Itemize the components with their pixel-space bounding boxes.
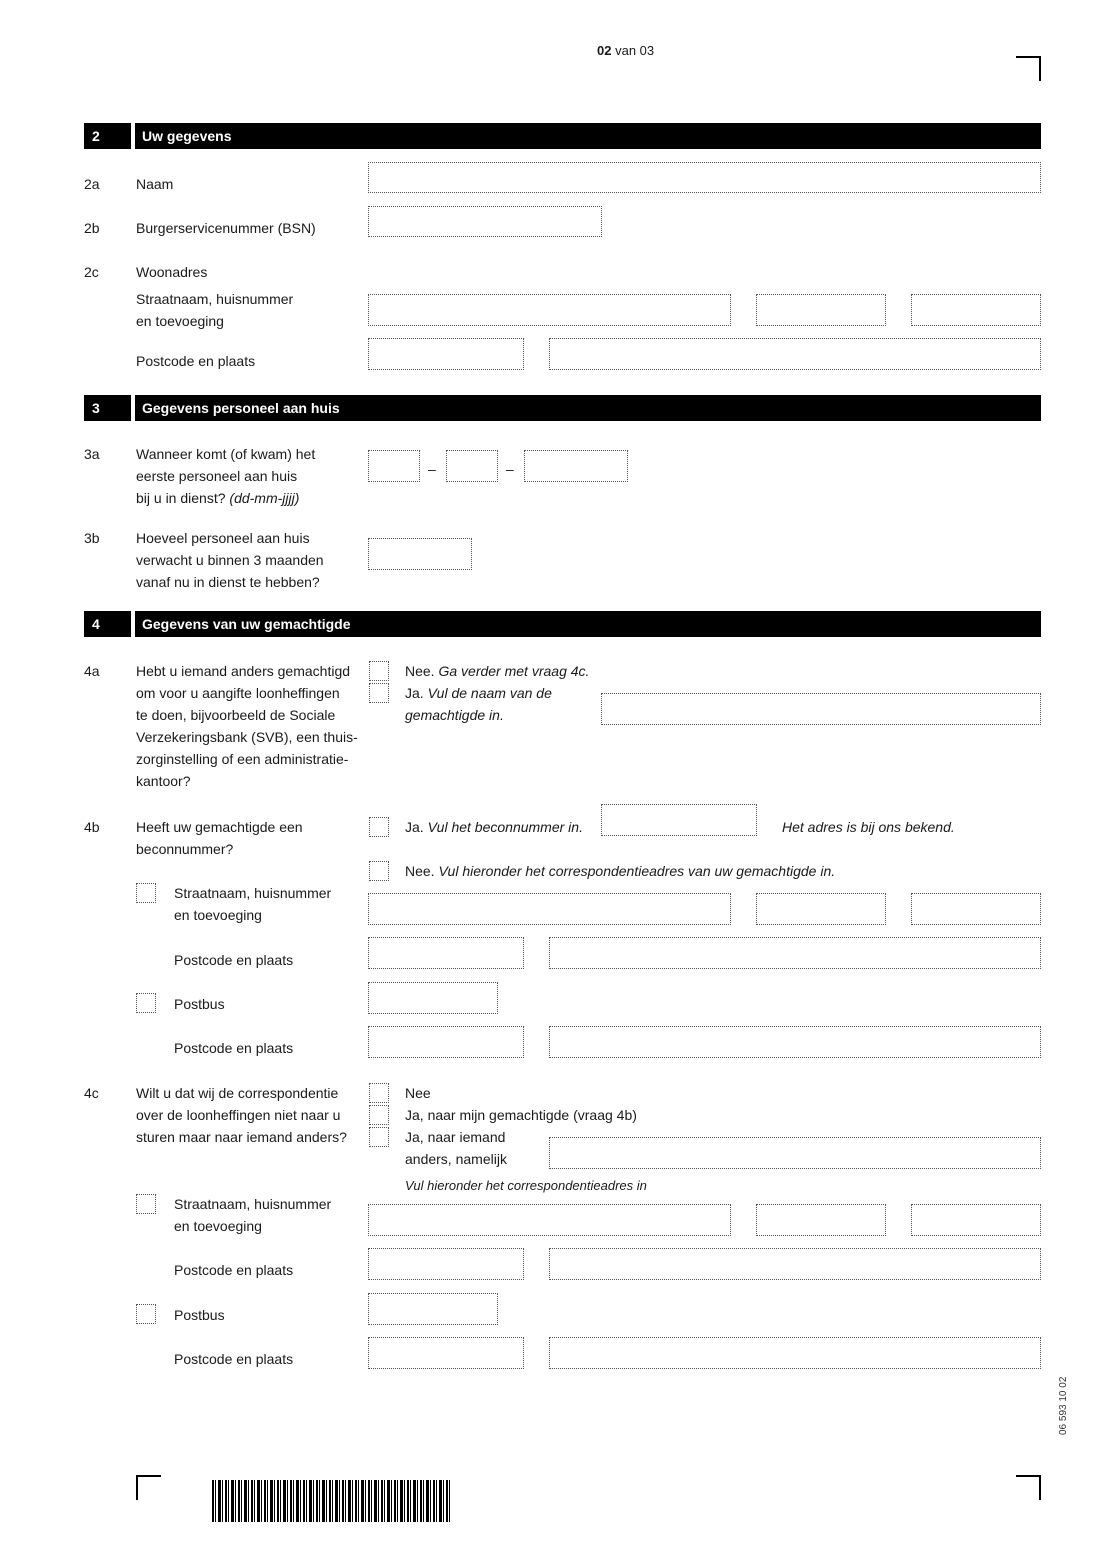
correspondence-no-checkbox[interactable]	[369, 1083, 389, 1103]
note-text: Het adres is bij ons bekend.	[782, 819, 955, 835]
corr-street-field[interactable]	[368, 1204, 731, 1236]
street-label: Straatnaam, huisnummer	[136, 291, 294, 307]
correspondence-other-label-line2: anders, namelijk	[405, 1151, 507, 1167]
correspondence-agent-label: Ja, naar mijn gemachtigde (vraag 4b)	[405, 1107, 637, 1123]
corr-postbus-postcode-field[interactable]	[368, 1337, 524, 1369]
authorized-no-option	[405, 660, 589, 682]
option-label: Nee.	[405, 863, 435, 879]
agent-postbus-postcode-field[interactable]	[368, 1026, 524, 1058]
authorized-name-field[interactable]	[601, 693, 1041, 725]
agent-postbus-checkbox[interactable]	[136, 993, 156, 1013]
authorized-no-checkbox[interactable]	[369, 661, 389, 681]
section-title: Gegevens van uw gemachtigde	[142, 616, 351, 632]
corr-postbus-checkbox[interactable]	[136, 1304, 156, 1324]
authorized-question-line3: te doen, bijvoorbeeld de Sociale	[136, 707, 336, 723]
section-3-header	[84, 395, 1041, 421]
agent-postbus-city-field[interactable]	[549, 1026, 1041, 1058]
name-field[interactable]	[368, 162, 1041, 193]
agent-postbus-postcode-label: Postcode en plaats	[174, 1040, 294, 1056]
correspondence-other-name-field[interactable]	[549, 1137, 1041, 1169]
becon-no-checkbox[interactable]	[369, 861, 389, 881]
section-2-header	[84, 123, 1041, 149]
section-number: 3	[92, 400, 100, 416]
start-date-label: Wanneer komt (of kwam) het	[136, 446, 316, 462]
option-hint: Vul de naam van de	[427, 685, 552, 701]
staff-count-label: Hoeveel personeel aan huis	[136, 530, 310, 546]
start-date-label-line3	[136, 487, 299, 509]
date-separator: –	[506, 461, 514, 477]
authorized-question: Hebt u iemand anders gemachtigd	[136, 663, 351, 679]
becon-number-field[interactable]	[601, 804, 757, 836]
option-label: Ja.	[405, 685, 424, 701]
question-number: 4a	[84, 663, 100, 679]
staff-count-field[interactable]	[368, 538, 472, 570]
barcode	[212, 1480, 450, 1522]
option-hint: Vul het beconnummer in.	[427, 819, 583, 835]
option-label: Nee.	[405, 663, 435, 679]
bsn-label: Burgerservicenummer (BSN)	[136, 220, 316, 236]
question-number: 2a	[84, 176, 100, 192]
agent-addition-field[interactable]	[911, 893, 1041, 925]
becon-no-option	[405, 860, 835, 882]
question-number: 2b	[84, 220, 100, 236]
crop-mark-bottom-left	[136, 1475, 161, 1500]
corr-city-field[interactable]	[549, 1248, 1041, 1280]
option-hint: Ga verder met vraag 4c.	[438, 663, 590, 679]
agent-street-label: Straatnaam, huisnummer	[174, 885, 332, 901]
hint-text: Vul hieronder het correspondentieadres in	[405, 1178, 647, 1193]
start-day-field[interactable]	[368, 450, 420, 482]
page-total: van 03	[615, 43, 655, 58]
authorized-question-line5: zorginstelling of een administratie-	[136, 751, 349, 767]
corr-street-checkbox[interactable]	[136, 1194, 156, 1214]
corr-postbus-city-field[interactable]	[549, 1337, 1041, 1369]
start-date-label-text: bij u in dienst?	[136, 490, 226, 506]
corr-postbus-postcode-label: Postcode en plaats	[174, 1351, 294, 1367]
becon-question: Heeft uw gemachtigde een	[136, 819, 303, 835]
agent-postcode-label: Postcode en plaats	[174, 952, 294, 968]
corr-postcode-label: Postcode en plaats	[174, 1262, 294, 1278]
correspondence-hint	[405, 1175, 647, 1197]
authorized-yes-checkbox[interactable]	[369, 683, 389, 703]
agent-house-number-field[interactable]	[756, 893, 886, 925]
start-date-label-line2: eerste personeel aan huis	[136, 468, 298, 484]
question-number: 3a	[84, 446, 100, 462]
option-label: Ja.	[405, 819, 424, 835]
staff-count-label-line2: verwacht u binnen 3 maanden	[136, 552, 324, 568]
becon-question-line2: beconnummer?	[136, 841, 234, 857]
becon-yes-checkbox[interactable]	[369, 817, 389, 837]
question-number: 2c	[84, 264, 99, 280]
agent-postbus-field[interactable]	[368, 982, 498, 1014]
form-code: 06 593 10 02	[1058, 1376, 1069, 1435]
corr-postbus-label: Postbus	[174, 1307, 225, 1323]
corr-house-number-field[interactable]	[756, 1204, 886, 1236]
corr-street-label: Straatnaam, huisnummer	[174, 1196, 332, 1212]
city-field[interactable]	[549, 338, 1041, 370]
section-4-header	[84, 611, 1041, 637]
corr-addition-field[interactable]	[911, 1204, 1041, 1236]
date-format-hint: (dd-mm-jjjj)	[229, 490, 300, 506]
postcode-field[interactable]	[368, 338, 524, 370]
agent-postbus-label: Postbus	[174, 996, 225, 1012]
question-number: 3b	[84, 530, 100, 546]
crop-mark-bottom-right	[1016, 1475, 1041, 1500]
authorized-question-line4: Verzekeringsbank (SVB), een thuis-	[136, 729, 358, 745]
section-title: Uw gegevens	[142, 128, 232, 144]
house-number-field[interactable]	[756, 294, 886, 326]
home-address-label: Woonadres	[136, 264, 208, 280]
correspondence-agent-checkbox[interactable]	[369, 1105, 389, 1125]
correspondence-other-checkbox[interactable]	[369, 1127, 389, 1147]
staff-count-label-line3: vanaf nu in dienst te hebben?	[136, 574, 320, 590]
start-month-field[interactable]	[446, 450, 498, 482]
section-title: Gegevens personeel aan huis	[142, 400, 340, 416]
authorized-yes-hint-line2	[405, 704, 504, 726]
street-field[interactable]	[368, 294, 731, 326]
correspondence-question-line2: over de loonheffingen niet naar u	[136, 1107, 341, 1123]
agent-street-field[interactable]	[368, 893, 731, 925]
section-number: 4	[92, 616, 100, 632]
option-hint: gemachtigde in.	[405, 707, 504, 723]
date-separator: –	[428, 461, 436, 477]
question-number: 4b	[84, 819, 100, 835]
becon-yes-option	[405, 816, 583, 838]
crop-mark-top-right	[1016, 56, 1041, 81]
corr-postcode-field[interactable]	[368, 1248, 524, 1280]
bsn-field[interactable]	[368, 206, 602, 237]
page-number: 02	[597, 43, 612, 58]
postcode-label: Postcode en plaats	[136, 353, 256, 369]
start-year-field[interactable]	[524, 450, 628, 482]
correspondence-question: Wilt u dat wij de correspondentie	[136, 1085, 339, 1101]
agent-street-label-line2: en toevoeging	[174, 907, 262, 923]
section-number: 2	[92, 128, 100, 144]
agent-street-checkbox[interactable]	[136, 883, 156, 903]
corr-postbus-field[interactable]	[368, 1293, 498, 1325]
agent-city-field[interactable]	[549, 937, 1041, 969]
agent-postcode-field[interactable]	[368, 937, 524, 969]
street-label-line2: en toevoeging	[136, 313, 224, 329]
correspondence-no-label: Nee	[405, 1085, 431, 1101]
question-number: 4c	[84, 1085, 99, 1101]
address-known-note	[782, 816, 955, 838]
correspondence-other-label: Ja, naar iemand	[405, 1129, 506, 1145]
authorized-yes-option	[405, 682, 552, 704]
page-indicator	[597, 40, 654, 62]
name-label: Naam	[136, 176, 174, 192]
corr-street-label-line2: en toevoeging	[174, 1218, 262, 1234]
authorized-question-line2: om voor u aangifte loonheffingen	[136, 685, 340, 701]
option-hint: Vul hieronder het correspondentieadres van uw gemachtigde in.	[438, 863, 836, 879]
correspondence-question-line3: sturen maar naar iemand anders?	[136, 1129, 347, 1145]
authorized-question-line6: kantoor?	[136, 773, 191, 789]
addition-field[interactable]	[911, 294, 1041, 326]
